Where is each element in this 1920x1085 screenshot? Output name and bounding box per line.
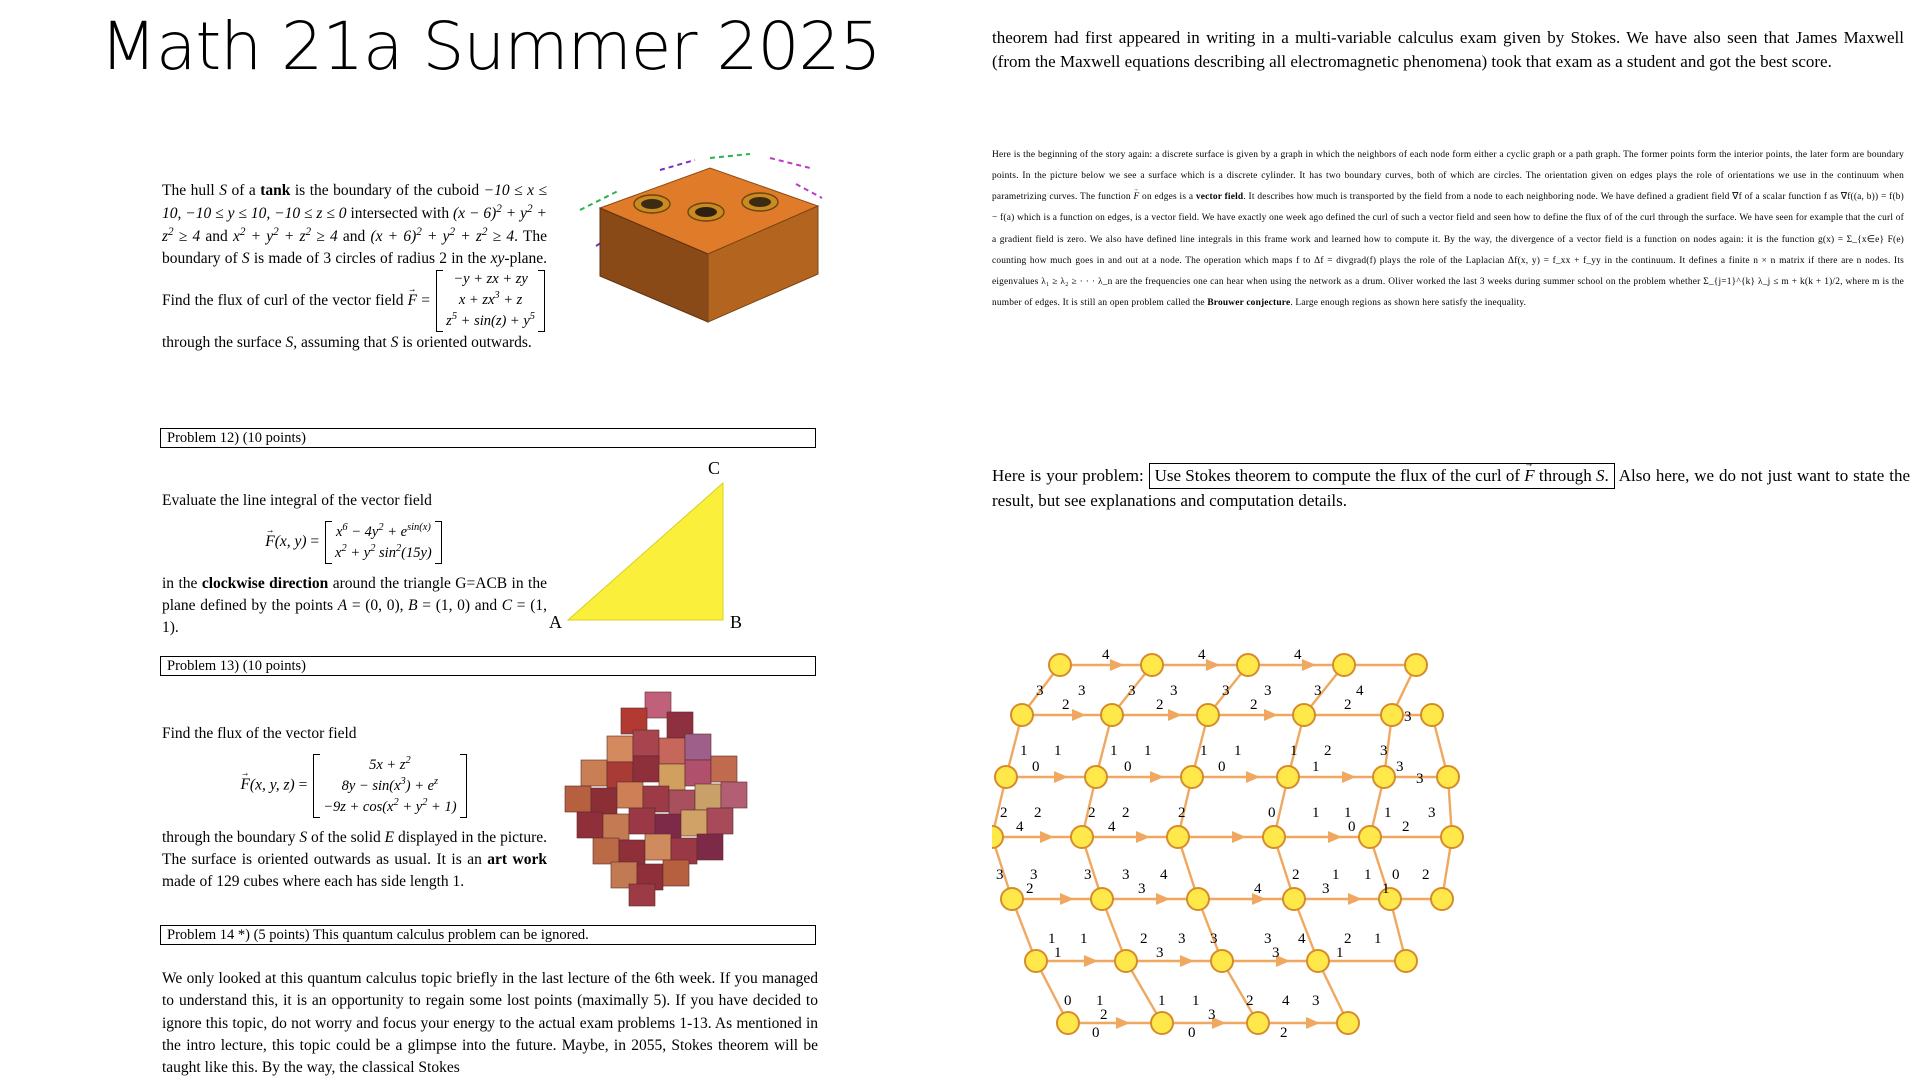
- svg-text:2: 2: [1250, 697, 1258, 713]
- svg-text:2: 2: [1088, 805, 1096, 821]
- svg-text:3: 3: [1404, 709, 1412, 725]
- svg-text:1: 1: [1054, 743, 1062, 759]
- svg-text:1: 1: [1332, 867, 1340, 883]
- svg-text:3: 3: [1264, 683, 1272, 699]
- svg-text:2: 2: [1324, 743, 1332, 759]
- svg-text:3: 3: [1030, 867, 1038, 883]
- svg-text:3: 3: [1178, 931, 1186, 947]
- problem-12-header: Problem 12) (10 points): [160, 428, 816, 448]
- svg-text:3: 3: [1322, 881, 1330, 897]
- problem-14-text: We only looked at this quantum calculus topic briefly in the last lecture of the 6th week. If you managed to understand this, it is an opportunity to regain some lost points (maximally 5). If you have decided to ignore this topic, do not worry and focus your energy to the actual exam problems 1-13. As mentioned in the intro lecture, this topic could be a glimpse into the future. Maybe, in 2055, Stokes theorem will be taught like this. By the way, the classical Stokes: [162, 970, 818, 1077]
- svg-text:3: 3: [1156, 945, 1164, 961]
- svg-text:3: 3: [1138, 881, 1146, 897]
- svg-text:1: 1: [1364, 867, 1372, 883]
- small-para-part-1: Here is the beginning of the story again: a discrete surface is given by a graph in which the neighbors of each node form either a cyclic graph or a path graph. The former points form the interior points, the later form are boundary points. In the picture below we see a surface which is a discrete cylinder. It has two boundary curves, both of which are circles. The orientation given on edges plays the role of orientations we use in the continuum when parametrizing curves. The function: [992, 150, 1904, 203]
- problem-11-text: The hull S of a tank is the boundary of the cuboid −10 ≤ x ≤ 10, −10 ≤ y ≤ 10, −10 ≤ z ≤ 0 intersected with $(x - 6)^2 + y^2 + z^2 \ge 4$ and $x^2 + y^2 + z^2 \ge 4$ and $(x + 6)^2 + y^2 + z^2 \ge 4$. The boundary of S is made of 3 circles of radius 2 in the xy-plane. Find the flux of curl of the vector field F → = −y + zx + zy $x + zx^3 + z$ $z^5 + \sin(z) + y^5$ through the surface S, assuming that S is oriented outwards.: [162, 180, 547, 354]
- cube-art-figure: [555, 690, 785, 910]
- svg-text:2: 2: [1246, 993, 1254, 1009]
- svg-text:1: 1: [1336, 945, 1344, 961]
- problem-13-header: Problem 13) (10 points): [160, 656, 816, 676]
- svg-text:3: 3: [1396, 759, 1404, 775]
- svg-text:1: 1: [1144, 743, 1152, 759]
- vector-field-emphasis: vector field: [1195, 192, 1244, 203]
- your-problem-label: Here is your problem:: [992, 466, 1144, 485]
- small-para-part-4: . Large enough regions as shown here satisfy the inequality.: [1290, 298, 1527, 309]
- svg-text:4: 4: [1198, 647, 1206, 663]
- discrete-surface-graph: [992, 555, 1920, 1080]
- svg-text:2: 2: [1344, 931, 1352, 947]
- svg-text:1: 1: [1080, 931, 1088, 947]
- svg-text:1: 1: [1384, 805, 1392, 821]
- svg-text:4: 4: [1254, 881, 1262, 897]
- problem-13-text: [162, 723, 547, 893]
- triangle-label-b: B: [730, 612, 743, 632]
- problem-12-text: [162, 490, 547, 639]
- triangle-label-c: C: [708, 458, 721, 478]
- svg-text:0: 0: [1092, 1025, 1100, 1041]
- svg-text:4: 4: [1016, 819, 1024, 835]
- svg-text:1: 1: [1158, 993, 1166, 1009]
- svg-text:1: 1: [1312, 759, 1320, 775]
- problem-12-intro: Evaluate the line integral of the vector field: [162, 492, 432, 509]
- svg-text:4: 4: [1102, 647, 1110, 663]
- right-top-paragraph: theorem had first appeared in writing in a multi-variable calculus exam given by Stokes. We have also seen that James Maxwell (from the Maxwell equations describing all electromagnetic phenomena) took that exam as a student and got the best score.: [992, 28, 1904, 72]
- svg-text:0: 0: [1188, 1025, 1196, 1041]
- svg-text:2: 2: [1000, 805, 1008, 821]
- svg-text:1: 1: [1312, 805, 1320, 821]
- svg-text:1: 1: [1382, 881, 1390, 897]
- svg-text:0: 0: [1064, 993, 1072, 1009]
- svg-text:1: 1: [1054, 945, 1062, 961]
- svg-text:3: 3: [1084, 867, 1092, 883]
- svg-text:2: 2: [1034, 805, 1042, 821]
- svg-text:2: 2: [1422, 867, 1430, 883]
- svg-text:3: 3: [996, 867, 1004, 883]
- svg-text:1: 1: [1110, 743, 1118, 759]
- your-problem-boxed: Use Stokes theorem to compute the flux of the curl of F → through S.: [1149, 463, 1615, 489]
- svg-text:3: 3: [1428, 805, 1436, 821]
- svg-text:1: 1: [1344, 805, 1352, 821]
- problem-13-equation: F →(x, y, $z) = 5x + z^2$ $8y - \sin(x^3) + e^z$ $-9z + \cos(x^2 + y^2 + 1)$: [162, 754, 547, 818]
- svg-text:1: 1: [1096, 993, 1104, 1009]
- svg-text:1: 1: [1020, 743, 1028, 759]
- svg-text:4: 4: [1160, 867, 1168, 883]
- svg-text:1: 1: [1234, 743, 1242, 759]
- svg-text:2: 2: [1292, 867, 1300, 883]
- svg-text:2: 2: [1156, 697, 1164, 713]
- svg-text:3: 3: [1272, 945, 1280, 961]
- right-small-paragraph: Here is the beginning of the story again: a discrete surface is given by a graph in which the neighbors of each node form either a cyclic graph or a path graph. The former points form the interior points, the later form are boundary points. In the picture below we see a surface which is a discrete cylinder. It has two boundary curves, both of which are circles. The orientation given on edges plays the role of orientations we use in the continuum when parametrizing curves. The function F → on edges is a vector field. It describes how much is transported by the field from a node to each neighboring node. We have defined a gradient field ∇f of a scalar function f as ∇f((a, b)) = f(b) − f(a) which is a function on edges, is a vector field. We have exactly one week ago defined the curl of such a vector field and seen how to define the flux of of the curl through the surface. We have seen for example that the curl of a gradient field is zero. We also have defined line integrals in this frame work and learned how to compute it. By the way, the divergence of a vector field is a function on nodes again: it is the function g(x) = Σ_{x∈e} F(e) counting how much goes in and out at a node. The operation which maps f to Δf = divgrad(f) plays the role of the Laplacian Δf(x, y) = f_xx + f_yy in the continuum. It defines a finite n × n matrix if there are n nodes. Its eigenvalues λ₁ ≥ λ₂ ≥ · · · λ_n are the frequencies one can hear when using the network as a drum. Oliver worked the last 3 weeks during summer school on the problem whether Σ_{j=1}^{k} λ_j ≤ m + k(k + 1)/2, where m is the number of edges. It is still an open problem called the Brouwer conjecture. Large enough regions as shown here satisfy the inequality.: [992, 145, 1904, 314]
- svg-text:4: 4: [1108, 819, 1116, 835]
- problem-11-matrix: −y + zx + zy $x + zx^3 + z$ $z^5 + \sin(z) + y^5$: [436, 270, 545, 332]
- svg-text:2: 2: [1122, 805, 1130, 821]
- your-problem-block: [992, 463, 1910, 514]
- svg-text:1: 1: [1192, 993, 1200, 1009]
- svg-text:3: 3: [1122, 867, 1130, 883]
- svg-text:2: 2: [1100, 1007, 1108, 1023]
- svg-text:2: 2: [1178, 805, 1186, 821]
- problem-12-equation: F →(x, $y) = x^6 - 4y^2 + e^{sin(x)}$ $x^2 + y^2$ $\sin^2(15y)$: [162, 521, 547, 564]
- svg-text:1: 1: [1048, 931, 1056, 947]
- svg-text:3: 3: [1078, 683, 1086, 699]
- svg-text:3: 3: [1312, 993, 1320, 1009]
- problem-14-header: Problem 14 *) (5 points) This quantum calculus problem can be ignored.: [160, 925, 816, 945]
- svg-text:3: 3: [1170, 683, 1178, 699]
- svg-text:2: 2: [1280, 1025, 1288, 1041]
- svg-text:3: 3: [1036, 683, 1044, 699]
- svg-text:3: 3: [1314, 683, 1322, 699]
- problem-13-body: through the boundary S of the solid E displayed in the picture. The surface is oriented outwards as usual. It is an art work made of 129 cubes where each has side length 1.: [162, 828, 547, 890]
- svg-text:4: 4: [1294, 647, 1302, 663]
- svg-text:2: 2: [1062, 697, 1070, 713]
- svg-text:4: 4: [1282, 993, 1290, 1009]
- small-para-part-3: . It describes how much is transported by the field from a node to each neighboring node. We have defined a gradient field ∇f of a scalar function f as ∇f((a, b)) = f(b) − f(a) which is a function on edges, is a vector field. We have exactly one week ago defined the curl of such a vector field and seen how to define the flux of of the curl through the surface. We have seen for example that the curl of a gradient field is zero. We also have defined line integrals in this frame work and learned how to compute it. By the way, the divergence of a vector field is a function on nodes again: it is the function g(x) = Σ_{x∈e} F(e) counting how much goes in and out at a node. The operation which maps f to Δf = divgrad(f) plays the role of the Laplacian Δf(x, y) = f_xx + f_yy in the continuum. It defines a finite n × n matrix if there are n nodes. Its eigenvalues λ₁ ≥ λ₂ ≥ · · · λ_n are the frequencies one can hear when using the network as a drum. Oliver worked the last 3 weeks during summer school on the problem whether Σ_{j=1}^{k} λ_j ≤ m + k(k + 1)/2, where m is the number of edges. It is still an open problem called the: [992, 192, 1904, 309]
- svg-text:3: 3: [1264, 931, 1272, 947]
- right-column: [992, 0, 1920, 1080]
- svg-text:0: 0: [1348, 819, 1356, 835]
- svg-text:1: 1: [1200, 743, 1208, 759]
- brouwer-conjecture-emphasis: Brouwer conjecture: [1207, 298, 1291, 309]
- svg-text:0: 0: [1032, 759, 1040, 775]
- small-para-part-2: on edges is a: [1139, 192, 1196, 203]
- triangle-label-a: A: [549, 612, 562, 632]
- your-problem-after: Also here, we do not just want to state the result, but see explanations and computation details.: [992, 466, 1910, 511]
- triangle-figure: [548, 458, 778, 645]
- svg-text:4: 4: [1356, 683, 1364, 699]
- svg-text:0: 0: [1392, 867, 1400, 883]
- svg-text:4: 4: [1298, 931, 1306, 947]
- problem-12-body: in the clockwise direction around the triangle G=ACB in the plane defined by the points A = (0, 0), B = (1, 0) and C = (1, 1).: [162, 574, 548, 636]
- tank-figure: [560, 150, 840, 365]
- svg-text:2: 2: [1402, 819, 1410, 835]
- svg-text:3: 3: [1380, 743, 1388, 759]
- svg-text:2: 2: [1344, 697, 1352, 713]
- svg-text:3: 3: [1222, 683, 1230, 699]
- svg-text:1: 1: [1374, 931, 1382, 947]
- svg-text:2: 2: [1140, 931, 1148, 947]
- svg-text:0: 0: [1268, 805, 1276, 821]
- svg-text:3: 3: [1128, 683, 1136, 699]
- svg-text:0: 0: [1124, 759, 1132, 775]
- problem-13-intro: Find the flux of the vector field: [162, 725, 357, 742]
- svg-text:3: 3: [1208, 1007, 1216, 1023]
- page-title: Math 21a Summer 2025: [100, 8, 881, 85]
- svg-text:1: 1: [1290, 743, 1298, 759]
- svg-text:0: 0: [1218, 759, 1226, 775]
- svg-text:3: 3: [1210, 931, 1218, 947]
- svg-text:2: 2: [1026, 881, 1034, 897]
- svg-text:3: 3: [1416, 771, 1424, 787]
